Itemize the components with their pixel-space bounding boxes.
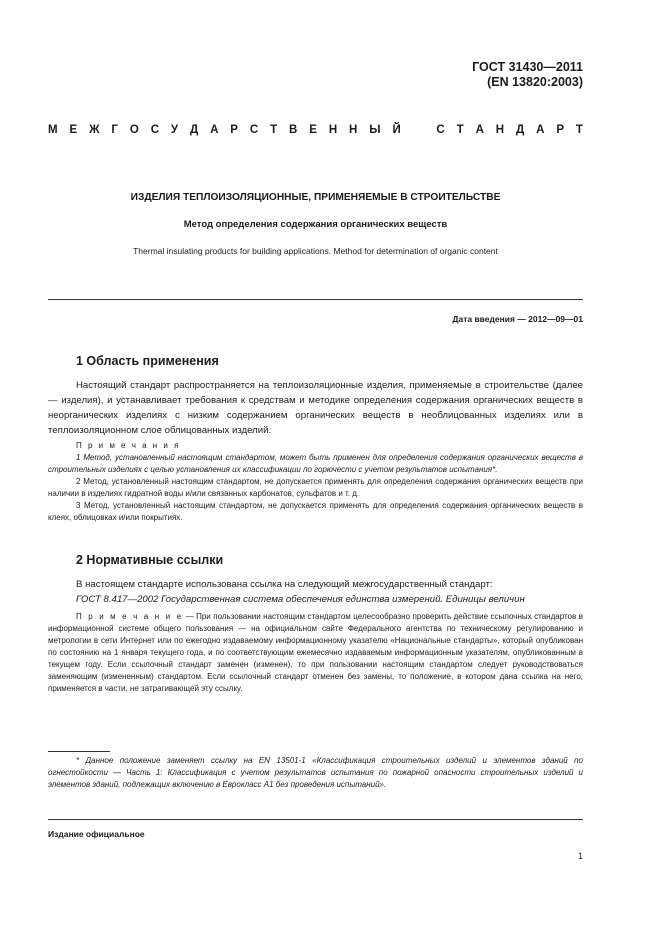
title-divider [48,299,583,300]
footnote-text: * Данное положение заменяет ссылку на EN 13501-1 «Классификация строительных изделий и элементов зданий по огнестойкости — Часть 1: Классификация с учетом результатов испытания по пожарной опасности строительных изделий и элементов зданий, подлежащих включению в Еврокласс А1 без проведения испытаний». [48,756,583,789]
section-1-paragraph: Настоящий стандарт распространяется на теплоизоляционные изделия, применяемые в строительстве (далее — изделия), и устанавливает требования к средствам и методике определения содержания органических веществ в неорганических изделиях с низким содержанием органических веществ в необлицованных изделиях или в теплоизоляционном слое облицованных изделий. [48,380,583,436]
footer-divider [48,819,583,820]
standard-code-block [472,60,583,90]
note-1: 1 Метод, установленный настоящим стандартом, может быть применен для определения содержания органических веществ в строительных изделиях с целью установления их классификации по горючести с учетом результатов испытания*. [48,453,583,474]
banner-letter: А [210,124,219,136]
banner-letter: А [536,124,545,136]
banner-letter: А [475,124,484,136]
banner-letter: С [249,124,259,136]
section-2-text [48,577,583,607]
interstate-standard-banner [48,124,583,136]
document-title: ИЗДЕЛИЯ ТЕПЛОИЗОЛЯЦИОННЫЕ, ПРИМЕНЯЕМЫЕ В СТРОИТЕЛЬСТВЕ [130,192,501,203]
banner-letter: Д [516,124,525,136]
document-title-english: Thermal insulating products for building applications. Method for determination of organic content [133,246,498,256]
banner-letter: С [436,124,445,136]
introduction-date: Дата введения — 2012—09—01 [452,314,583,324]
note-2: 2 Метод, установленный настоящим стандартом, не допускается применять для определения содержания органических веществ при наличии в изделиях гидратной воды и/или связанных карбонатов, сульфатов и т. д. [48,477,583,498]
banner-letter: В [289,124,298,136]
banner-letter: О [129,124,139,136]
banner-letter: Н [349,124,358,136]
notes-label: П р и м е ч а н и я [76,441,181,450]
banner-letter: Р [230,124,238,136]
banner-letter: М [48,124,58,136]
page-number: 1 [577,851,583,861]
normative-reference: ГОСТ 8.417—2002 Государственная система обеспечения единства измерений. Единицы величин [76,594,525,605]
note-text: — При пользовании настоящим стандартом целесообразно проверить действие ссылочных стандартов в информационной системе общего пользования — на официальном сайте Федерального агентства по техническому регулированию и метрологии в сети Интернет или по ежегодно издаваемому информационному указателю «Национальные стандарты», который опубликован по состоянию на 1 января текущего года, и по соответствующим ежемесячно издаваемым информационным указателям, опубликованным в текущем году. Если ссылочный стандарт заменен (изменен), то при пользовании настоящим стандартом следует руководствоваться заменяющим (измененным) стандартом. Если ссылочный стандарт отменен без замены, то положение, в котором дана ссылка на него, применяется в части, не затрагивающей эту ссылку. [48,612,583,693]
note-3: 3 Метод, установленный настоящим стандартом, не допускается применять для определения содержания органических веществ в клеях, облицовках и/или покрытиях. [48,501,583,522]
banner-letter: Р [556,124,565,136]
document-subtitle: Метод определения содержания органических веществ [183,219,448,230]
section-2-intro: В настоящем стандарте использована ссылка на следующий межгосударственный стандарт: [76,579,493,590]
banner-letter: Н [328,124,338,136]
section-1-heading: 1 Область применения [76,354,219,368]
banner-letter: Т [270,124,278,136]
section-1-text [48,378,583,438]
banner-letter: Ж [89,124,100,136]
footnote [48,755,583,791]
banner-letter: Е [309,124,317,136]
standard-equivalent: (EN 13820:2003) [487,75,583,89]
section-1-notes [48,440,583,524]
edition-label: Издание официальное [48,829,145,839]
footnote-divider [48,751,110,752]
banner-letter: Т [456,124,464,136]
banner-letter: Й [392,124,401,136]
banner-letter: Н [495,124,505,136]
banner-letter: Е [69,124,78,136]
section-2-note [48,611,583,695]
banner-letter: Т [575,124,583,136]
section-2-heading: 2 Нормативные ссылки [76,553,224,567]
note-label: П р и м е ч а н и е [76,612,184,621]
standard-code: ГОСТ 31430—2011 [472,60,583,74]
banner-letter: Г [111,124,118,136]
banner-letter: Ы [369,124,381,136]
banner-letter: Д [189,124,199,136]
banner-letter: С [150,124,159,136]
banner-letter: У [170,124,179,136]
